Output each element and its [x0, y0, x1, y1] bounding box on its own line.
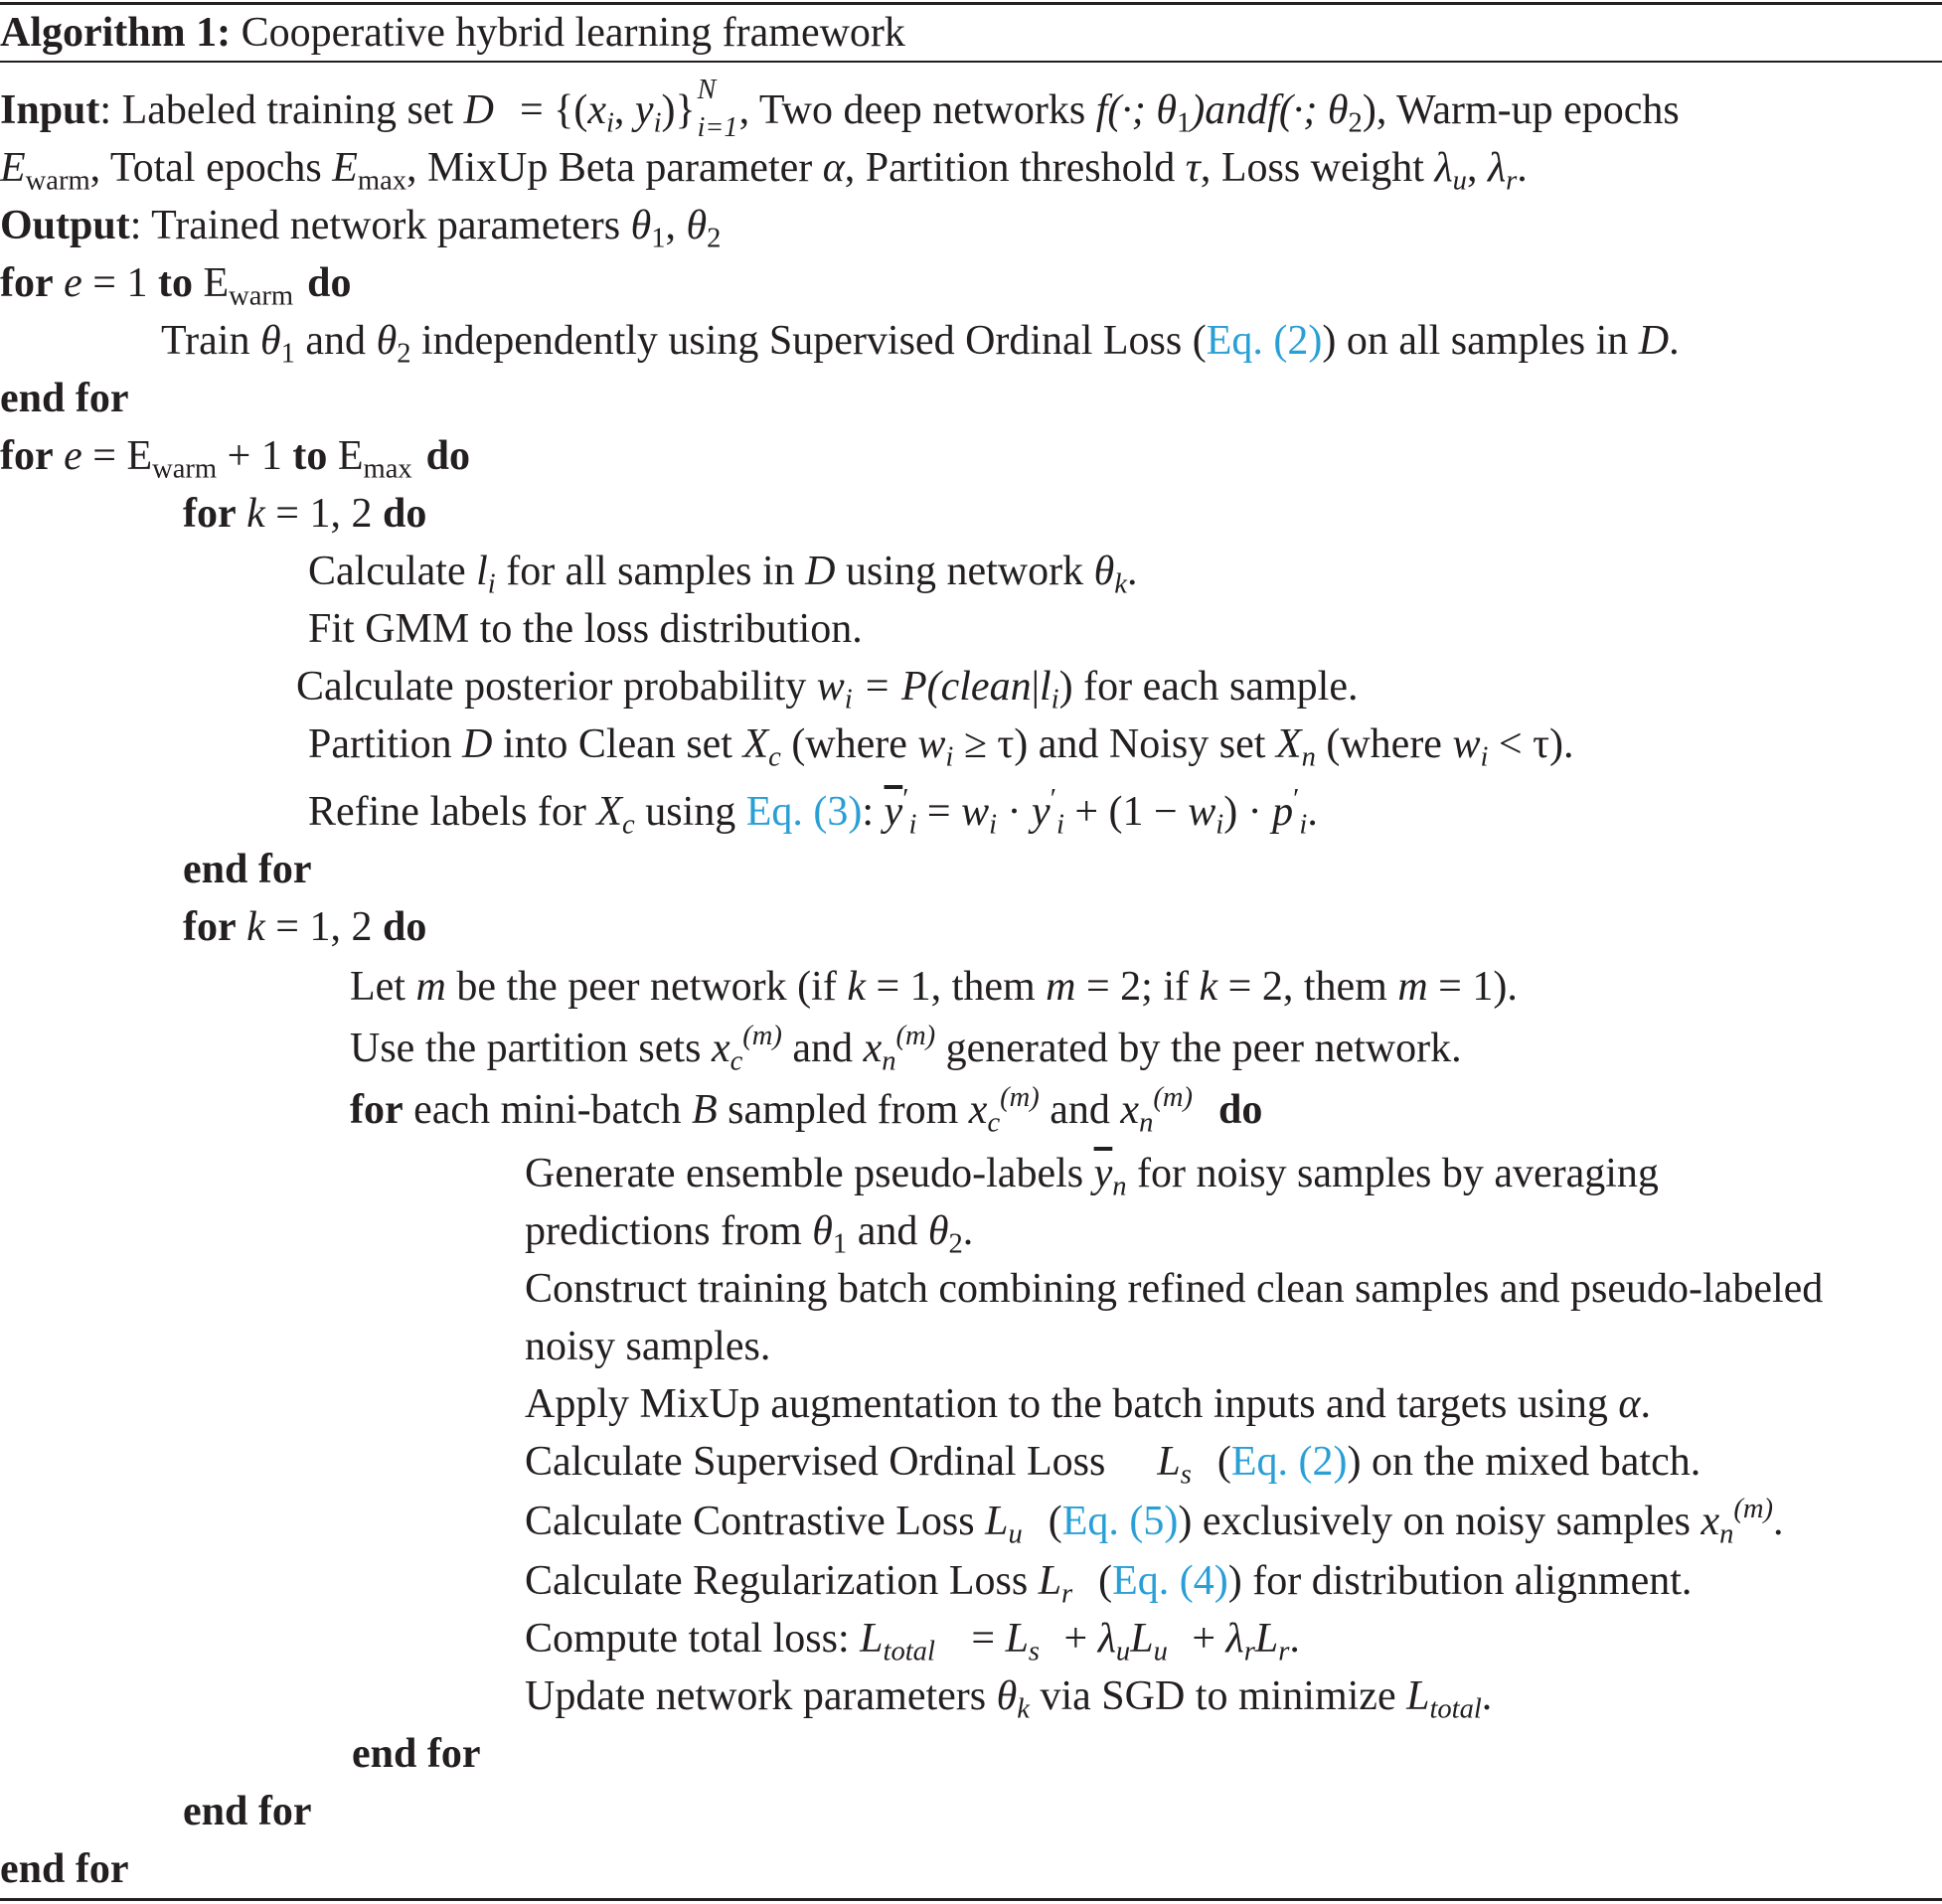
generate-line-2: predictions from $\theta_1$ and $\theta_2$. [525, 1208, 974, 1260]
fit-gmm-line: Fit GMM to the loss distribution. [308, 606, 863, 652]
input-line-1: Input: Labeled training set $D = \{(x_i$, $y_i$)} N i=1 , Two deep networks f(·; $\theta_1)andf(\cdot$; $\theta_2$), Warm-up epochs [0, 75, 1680, 143]
k-loop-1: for k = 1, 2 do [183, 491, 427, 537]
input-label: Input [0, 87, 100, 133]
train-line: Train $\theta_1$ and $\theta_2$ independently using Supervised Ordinal Loss (Eq. (2)) on all samples in D. [161, 318, 1680, 370]
end-for-2: end for [183, 847, 312, 892]
main-loop: for $e = E_{warm} + 1$ to $E_{max}$ do [0, 433, 470, 485]
algorithm-label: Algorithm 1: [0, 10, 232, 56]
end-for-3: end for [352, 1731, 481, 1777]
warmup-loop: for e = 1 to $E_{warm}$ do [0, 260, 352, 312]
end-for-5: end for [0, 1846, 129, 1892]
eq3-link[interactable]: Eq. (3) [745, 789, 863, 835]
update-line: Update network parameters $\theta_k$ via SGD to minimize $L_{total}$. [525, 1673, 1493, 1725]
caption-rule [0, 61, 1942, 63]
eq5-link[interactable]: Eq. (5) [1061, 1499, 1179, 1544]
partition-sets-line: Use the partition sets $x_c^{(m)}$ and $x_n^{(m)}$ generated by the peer network. [350, 1020, 1462, 1077]
refine-line: Refine labels for $X_c$ using Eq. (3): $\overline{y}'_i = w_i \cdot y'_i + (1 - w_i) \cdot p'_i$. [308, 783, 1318, 841]
input-line-2: $E_{warm}$, Total epochs $E_{max}$, MixUp Beta parameter α, Partition threshold τ, Loss weight $\lambda_u$, $\lambda_r$. [0, 145, 1528, 197]
total-loss-line: Compute total loss: $L_{total} = L_s + \lambda_uL_u + \lambda_rL_r$. [525, 1616, 1300, 1667]
mixup-line: Apply MixUp augmentation to the batch inputs and targets using α. [525, 1381, 1651, 1427]
partition-line: Partition D into Clean set $X_c$ (where $w_i \ge \tau$) and Noisy set $X_n$ (where $w_i < \tau$). [308, 721, 1574, 773]
posterior-line: Calculate posterior probability $w_i$ = $P(clean|l_i)$ for each sample. [296, 664, 1359, 715]
end-for-1: end for [0, 376, 129, 421]
eq4-link[interactable]: Eq. (4) [1112, 1558, 1228, 1604]
bottom-rule [0, 1898, 1942, 1901]
generate-line-1: Generate ensemble pseudo-labels $\overline{y}_n$ for noisy samples by averaging [525, 1151, 1659, 1202]
end-for-4: end for [183, 1789, 312, 1834]
calc-loss-line: Calculate $l_i$ for all samples in D using network $\theta_k$. [308, 549, 1138, 600]
construct-line-2: noisy samples. [525, 1324, 771, 1369]
algorithm-title: Cooperative hybrid learning framework [241, 10, 905, 56]
output-line: Output: Trained network parameters $\theta_1$, $\theta_2$ [0, 203, 722, 254]
output-label: Output [0, 203, 130, 248]
construct-line-1: Construct training batch combining refined clean samples and pseudo-labeled [525, 1266, 1824, 1312]
minibatch-loop: for each mini-batch B sampled from $x_c^{(m)}$ and $x_n^{(m)}$ do [350, 1081, 1263, 1139]
contrastive-loss-line: Calculate Contrastive Loss $L_u$ (Eq. (5)) exclusively on noisy samples $x_n^{(m)}$. [525, 1493, 1784, 1550]
regularization-loss-line: Calculate Regularization Loss $L_r$ (Eq. (4)) for distribution alignment. [525, 1558, 1693, 1610]
k-loop-2: for k = 1, 2 do [183, 904, 427, 950]
eq2-link-2[interactable]: Eq. (2) [1230, 1439, 1348, 1485]
algorithm-caption [0, 4, 905, 62]
eq2-link[interactable]: Eq. (2) [1206, 318, 1323, 364]
supervised-loss-line: Calculate Supervised Ordinal Loss $L_s$ (Eq. (2)) on the mixed batch. [525, 1439, 1701, 1491]
peer-line: Let m be the peer network (if k = 1, them m = 2; if k = 2, them m = 1). [350, 964, 1518, 1010]
